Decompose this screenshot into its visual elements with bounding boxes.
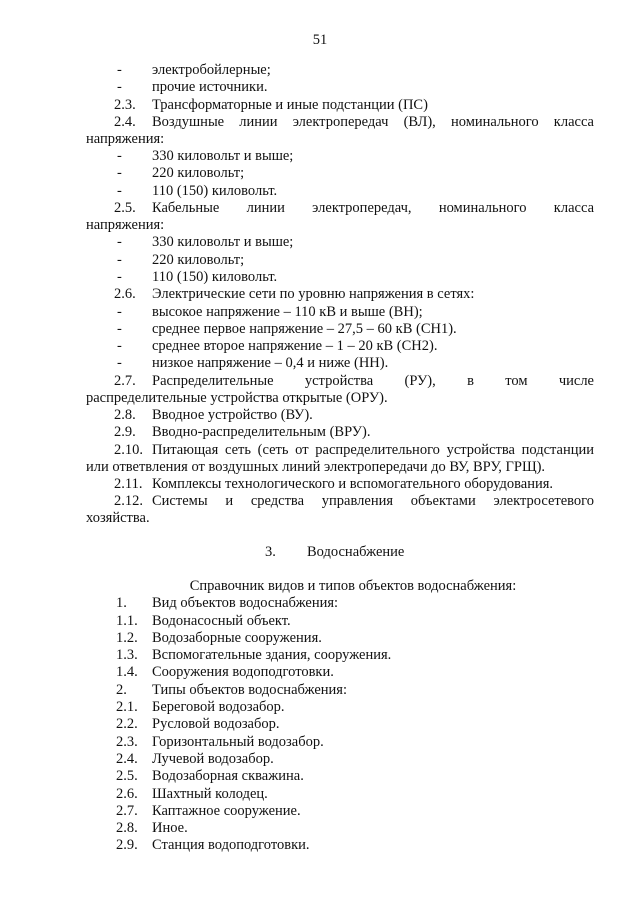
list-dash: - <box>117 268 122 285</box>
list-item: 2.8. Вводное устройство (ВУ). <box>114 407 313 424</box>
list-item: 2.9. Вводно-распределительным (ВРУ). <box>114 424 371 441</box>
list-item: - высокое напряжение – 110 кВ и выше (ВН); <box>117 303 423 320</box>
list-dash: - <box>117 303 122 320</box>
list-item: 2.12. Системы и средства управления объектами электросетевого хозяйства. <box>86 493 594 527</box>
list-item: 2.10. Питающая сеть (сеть от распределительного устройства подстанции или ответвления от воздушных линий электропередачи до ВУ, ВРУ, ГРЩ). <box>86 441 594 475</box>
page-number: 51 <box>312 32 328 48</box>
list-item: - среднее первое напряжение – 27,5 – 60 кВ (СН1). <box>117 320 457 337</box>
list-item: 2.3. Горизонтальный водозабор. <box>116 733 324 750</box>
list-item: - среднее второе напряжение – 1 – 20 кВ (СН2). <box>117 338 438 355</box>
list-item: - низкое напряжение – 0,4 и ниже (НН). <box>117 355 389 372</box>
list-dash: - <box>117 148 122 165</box>
list-item: 1.2. Водозаборные сооружения. <box>116 629 322 646</box>
section-title: Водоснабжение <box>307 544 405 561</box>
list-item: 2.11. Комплексы технологического и вспомогательного оборудования. <box>114 475 554 492</box>
list-item: 1. Вид объектов водоснабжения: <box>116 595 339 612</box>
list-item: 2.5. Кабельные линии электропередач, номинального класса напряжения: <box>86 200 594 234</box>
list-item: - электробойлерные; <box>117 62 271 78</box>
list-item: 2.4. Лучевой водозабор. <box>116 750 274 767</box>
list-item: - 220 киловольт; <box>117 165 245 182</box>
list-item: 2. Типы объектов водоснабжения: <box>116 681 347 698</box>
reference-intro: Справочник видов и типов объектов водоснабжения: <box>189 578 517 595</box>
list-item: 2.9. Станция водоподготовки. <box>116 837 310 854</box>
list-dash: - <box>117 355 122 372</box>
list-item: 1.3. Вспомогательные здания, сооружения. <box>116 647 392 664</box>
list-dash: - <box>117 182 122 199</box>
list-item: 2.6. Электрические сети по уровню напряжения в сетях: <box>114 286 475 303</box>
list-dash: - <box>117 251 122 268</box>
list-item: 2.4. Воздушные линии электропередач (ВЛ), номинального класса напряжения: <box>86 113 594 147</box>
list-item: - 110 (150) киловольт. <box>117 182 278 199</box>
list-item: 2.5. Водозаборная скважина. <box>116 768 304 785</box>
list-item: 2.7. Распределительные устройства (РУ), в том числе распределительные устройства открытые (ОРУ). <box>86 372 594 406</box>
list-item: - 110 (150) киловольт. <box>117 268 278 285</box>
list-item: - 330 киловольт и выше; <box>117 234 294 251</box>
list-dash: - <box>117 165 122 182</box>
list-dash: - <box>117 62 122 78</box>
list-item: 1.1. Водонасосный объект. <box>116 612 291 629</box>
list-dash: - <box>117 320 122 337</box>
list-dash: - <box>117 338 122 355</box>
list-item: - 220 киловольт; <box>117 251 245 268</box>
list-item: 1.4. Сооружения водоподготовки. <box>116 664 334 681</box>
section-heading <box>86 544 594 561</box>
list-item: 2.8. Иное. <box>116 820 188 837</box>
list-dash: - <box>117 79 122 96</box>
list-item: 2.2. Русловой водозабор. <box>116 716 280 733</box>
document-body <box>86 62 594 855</box>
list-item: 2.7. Каптажное сооружение. <box>116 802 301 819</box>
section-number: 3. <box>265 544 276 561</box>
list-item: - прочие источники. <box>117 79 268 96</box>
list-item: 2.3. Трансформаторные и иные подстанции (ПС) <box>114 96 428 113</box>
list-item: - 330 киловольт и выше; <box>117 148 294 165</box>
list-dash: - <box>117 234 122 251</box>
list-item: 2.6. Шахтный колодец. <box>116 785 268 802</box>
list-item: 2.1. Береговой водозабор. <box>116 699 285 716</box>
